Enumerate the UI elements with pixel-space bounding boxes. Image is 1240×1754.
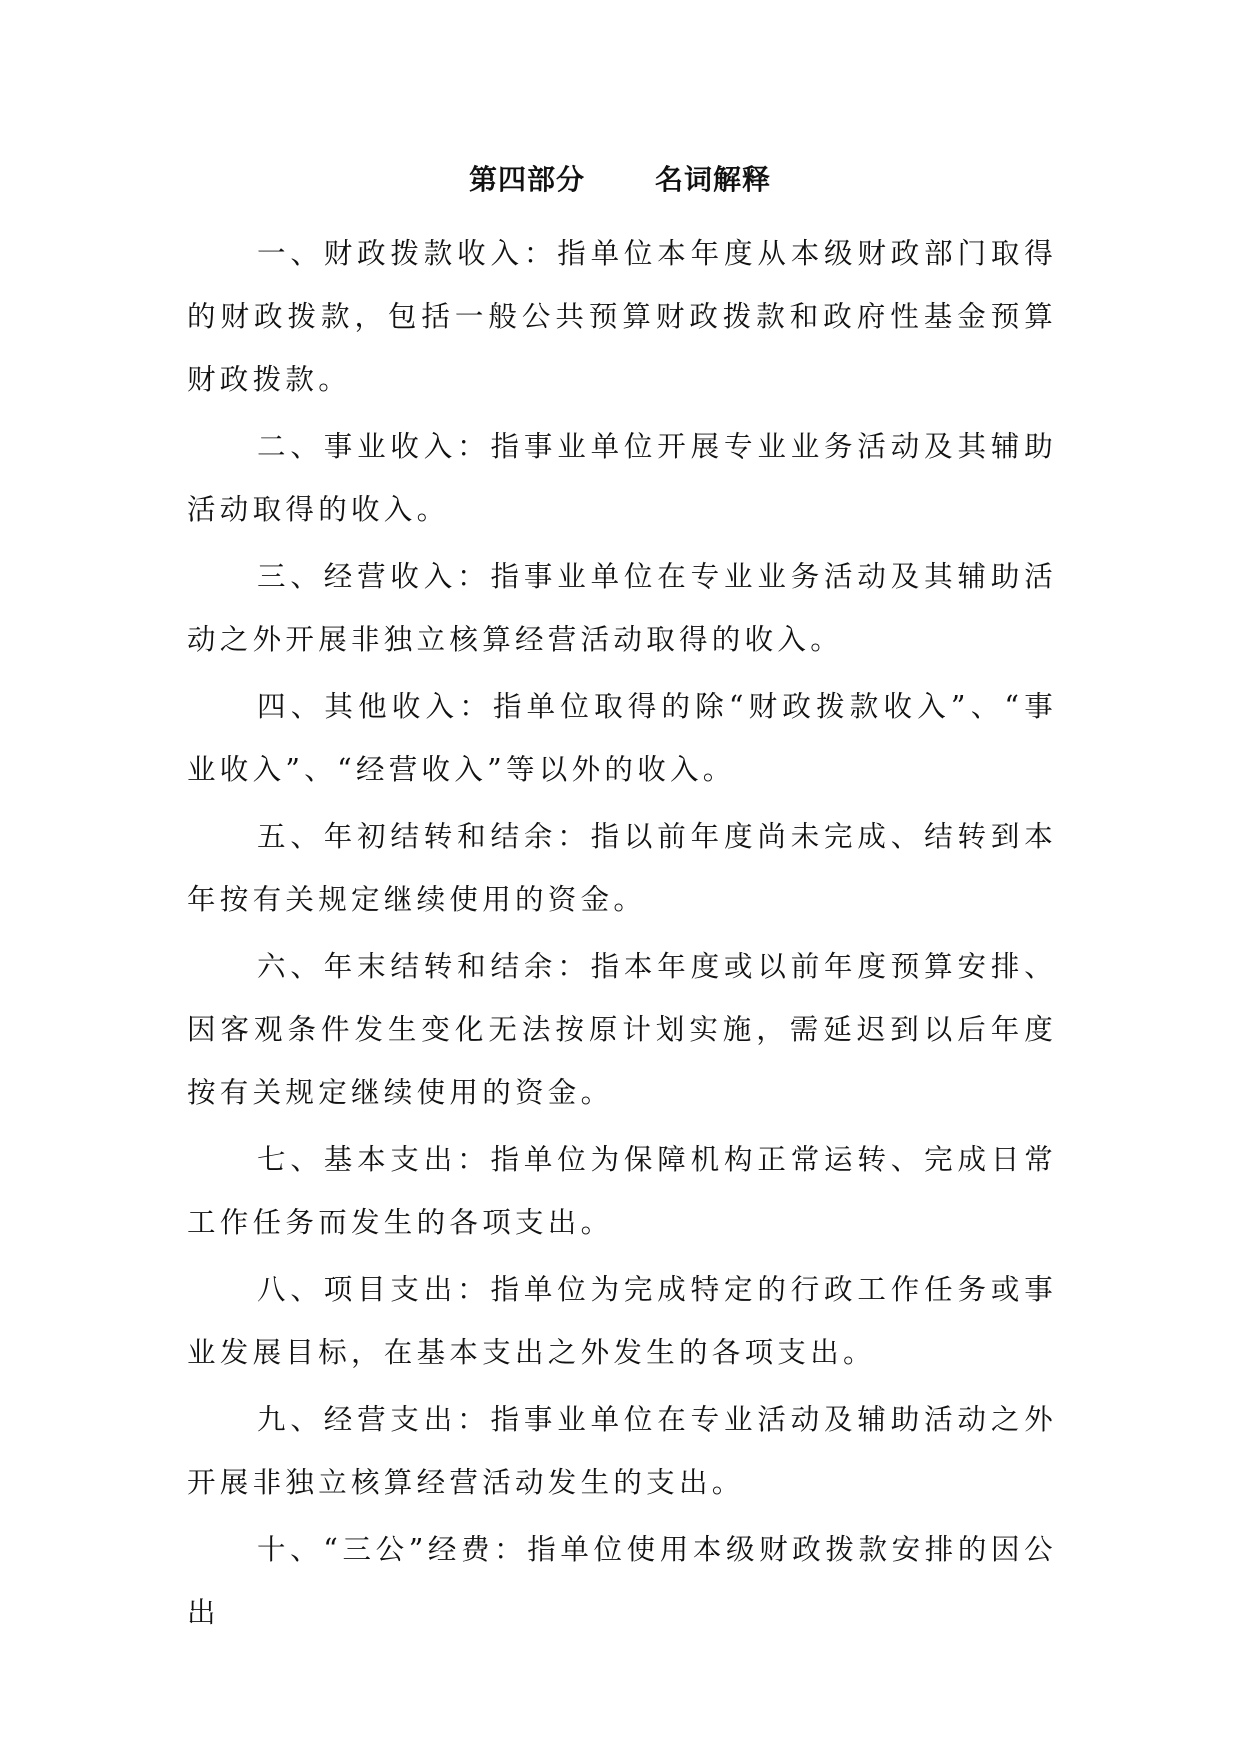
title-part-label: 第四部分 [468,163,585,196]
definition-paragraph-6: 六、年末结转和结余：指本年度或以前年度预算安排、因客观条件发生变化无法按原计划实施，需延迟到以后年度按有关规定继续使用的资金。 [187,950,1057,1109]
definition-paragraph-1: 一、财政拨款收入：指单位本年度从本级财政部门取得的财政拨款，包括一般公共预算财政拨款和政府性基金预算财政拨款。 [187,237,1057,396]
definition-paragraph-3: 三、经营收入：指事业单位在专业业务活动及其辅助活动之外开展非独立核算经营活动取得的收入。 [187,560,1057,656]
title-name-label: 名词解释 [655,163,772,196]
definition-paragraph-10: 十、“三公”经费：指单位使用本级财政拨款安排的因公出 [187,1533,1057,1629]
definition-paragraph-4: 四、其他收入：指单位取得的除“财政拨款收入”、“事业收入”、“经营收入”等以外的收入。 [187,690,1057,786]
definition-paragraph-7: 七、基本支出：指单位为保障机构正常运转、完成日常工作任务而发生的各项支出。 [187,1143,1057,1239]
page-title [0,158,1240,198]
definition-paragraph-5: 五、年初结转和结余：指以前年度尚未完成、结转到本年按有关规定继续使用的资金。 [187,820,1057,916]
definition-paragraph-2: 二、事业收入：指事业单位开展专业业务活动及其辅助活动取得的收入。 [187,430,1057,526]
definition-paragraph-8: 八、项目支出：指单位为完成特定的行政工作任务或事业发展目标，在基本支出之外发生的各项支出。 [187,1273,1057,1369]
definition-paragraph-9: 九、经营支出：指事业单位在专业活动及辅助活动之外开展非独立核算经营活动发生的支出。 [187,1403,1057,1499]
document-body [187,222,1057,1648]
